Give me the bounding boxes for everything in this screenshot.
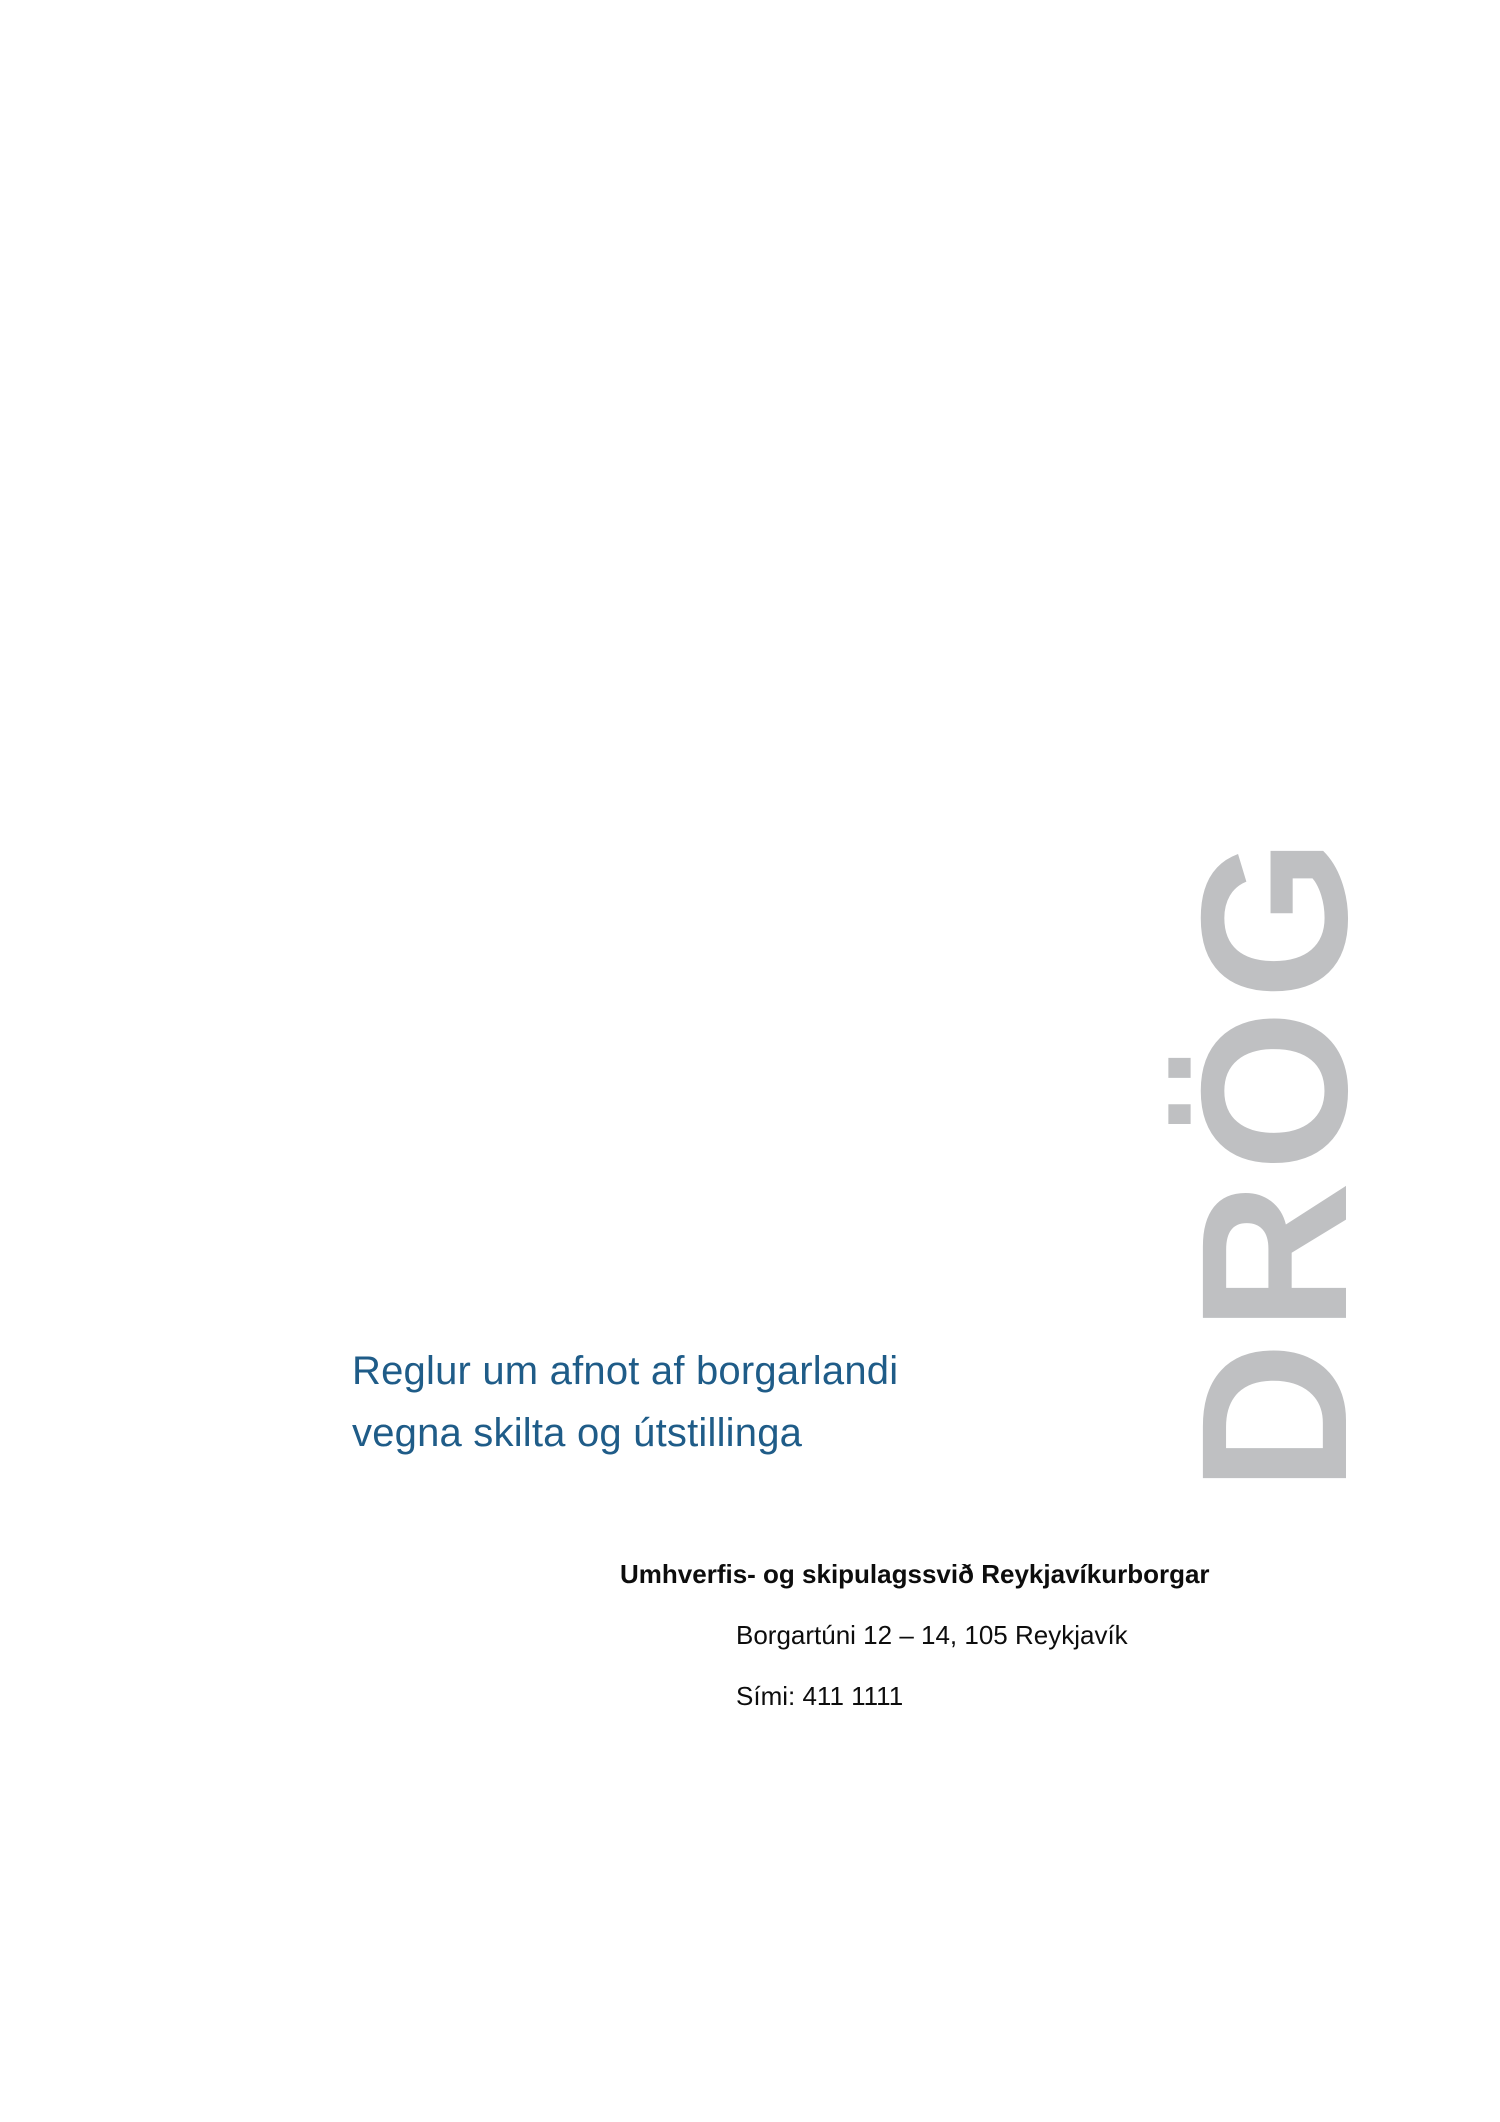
publisher-block — [620, 1555, 1340, 1716]
publisher-phone: Sími: 411 1111 — [736, 1681, 904, 1711]
draft-watermark-text: DRÖG — [1159, 828, 1391, 1492]
publisher-address: Borgartúni 12 – 14, 105 Reykjavík — [736, 1620, 1128, 1650]
page-title-line-2: vegna skilta og útstillinga — [352, 1411, 803, 1455]
document-title-block — [352, 1340, 1052, 1464]
page-title-line-1: Reglur um afnot af borgarlandi — [352, 1349, 899, 1393]
publisher-organization: Umhverfis- og skipulagssvið Reykjavíkurborgar — [620, 1559, 1210, 1589]
